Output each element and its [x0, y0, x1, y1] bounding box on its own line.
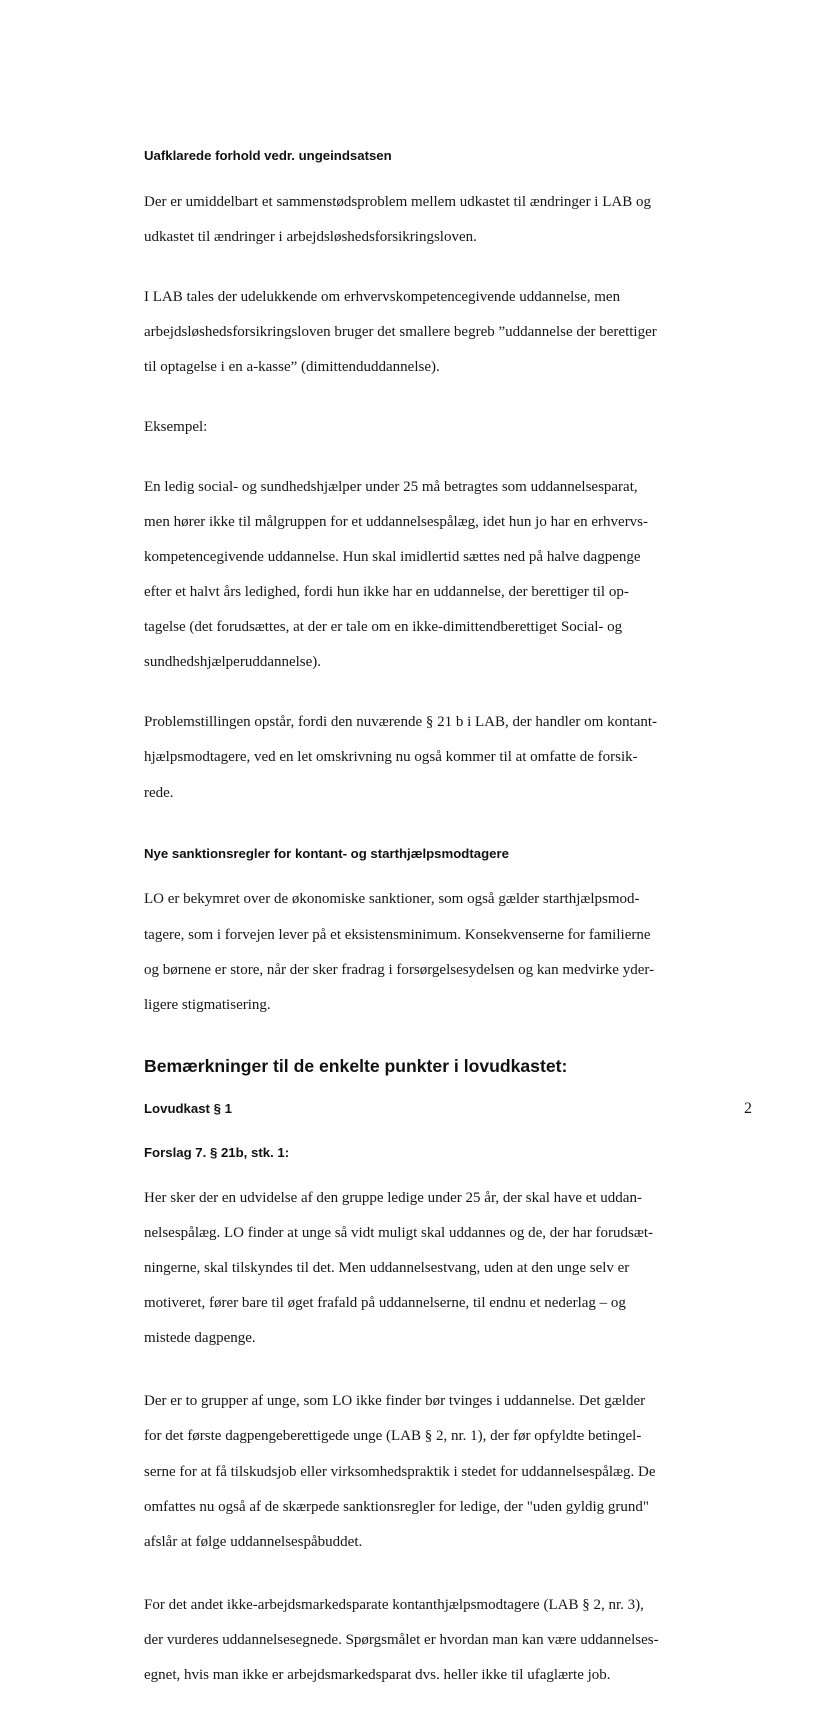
- paragraph: [144, 461, 694, 690]
- paragraph: [144, 271, 694, 394]
- paragraph: [144, 1579, 694, 1702]
- text-line: men hører ikke til målgruppen for et uddannelsespålæg, idet hun jo har en erhvervs-: [144, 513, 649, 530]
- text-line: tagelse (det forudsættes, at der er tale om en ikke-dimittendberettiget Social- og: [144, 619, 623, 636]
- paragraph: [144, 401, 694, 454]
- paragraph: [144, 874, 694, 1032]
- text-line: Der er to grupper af unge, som LO ikke finder bør tvinges i uddannelse. Det gælder: [144, 1393, 646, 1410]
- text-line: ningerne, skal tilskyndes til det. Men uddannelsestvang, uden at den unge selv er: [144, 1260, 630, 1277]
- paragraph: [144, 1172, 694, 1366]
- text-line: Der er umiddelbart et sammenstødsproblem mellem udkastet til ændringer i LAB og: [144, 193, 651, 210]
- proposal-heading: Forslag 7. § 21b, stk. 1:: [144, 1145, 290, 1161]
- text-line: og børnene er store, når der sker fradrag i forsørgelsesydelsen og kan medvirke yder-: [144, 961, 655, 978]
- text-line: nelsespålæg. LO finder at unge så vidt muligt skal uddannes og de, der har forudsæt-: [144, 1224, 654, 1241]
- text-line: kompetencegivende uddannelse. Hun skal imidlertid sættes ned på halve dagpenge: [144, 548, 641, 565]
- page-number: 2: [744, 1100, 752, 1117]
- text-line: En ledig social- og sundhedshjælper under 25 må betragtes som uddannelsesparat,: [144, 478, 638, 495]
- text-line: der vurderes uddannelsesegnede. Spørgsmålet er hvordan man kan være uddannelses-: [144, 1631, 659, 1648]
- main-heading: Bemærkninger til de enkelte punkter i lovudkastet:: [144, 1056, 568, 1077]
- text-line: arbejdsløshedsforsikringsloven bruger det smallere begreb ”uddannelse der berettiger: [144, 323, 657, 340]
- text-line: Problemstillingen opstår, fordi den nuværende § 21 b i LAB, der handler om kontant-: [144, 714, 658, 731]
- text-line: tagere, som i forvejen lever på et eksistensminimum. Konsekvenserne for familierne: [144, 926, 651, 943]
- text-line: I LAB tales der udelukkende om erhvervskompetencegivende uddannelse, men: [144, 288, 621, 305]
- text-line: sundhedshjælperuddannelse).: [144, 654, 322, 671]
- section-heading-uafklarede: Uafklarede forhold vedr. ungeindsatsen: [144, 148, 392, 163]
- text-line: LO er bekymret over de økonomiske sanktioner, som også gælder starthjælpsmod-: [144, 891, 640, 908]
- text-line: for det første dagpengeberettigede unge (LAB § 2, nr. 1), der før opfyldte betingel-: [144, 1428, 642, 1445]
- text-line: omfattes nu også af de skærpede sanktionsregler for ledige, der "uden gyldig grund": [144, 1498, 650, 1515]
- text-line: Her sker der en udvidelse af den gruppe ledige under 25 år, der skal have et uddan-: [144, 1189, 642, 1206]
- text-line: mistede dagpenge.: [144, 1330, 256, 1347]
- document-body: [144, 148, 694, 1709]
- text-line: hjælpsmodtagere, ved en let omskrivning nu også kommer til at omfatte de forsik-: [144, 749, 638, 766]
- text-line: ligere stigmatisering.: [144, 996, 271, 1013]
- paragraph: [144, 697, 694, 820]
- law-heading: Lovudkast § 1: [144, 1101, 232, 1117]
- text-line: afslår at følge uddannelsespåbuddet.: [144, 1534, 363, 1550]
- text-line: serne for at få tilskudsjob eller virksomhedspraktik i stedet for uddannelsespålæg. De: [144, 1463, 656, 1480]
- section-heading-sanktionsregler: Nye sanktionsregler for kontant- og starthjælpsmodtagere: [144, 845, 509, 861]
- text-line: rede.: [144, 784, 174, 801]
- paragraph: [144, 176, 694, 264]
- text-line: Eksempel:: [144, 418, 208, 435]
- text-line: efter et halvt års ledighed, fordi hun ikke har en uddannelse, der berettiger til op-: [144, 584, 629, 601]
- paragraph: [144, 1376, 694, 1570]
- text-line: motiveret, fører bare til øget frafald på uddannelserne, til endnu et nederlag – og: [144, 1295, 626, 1312]
- text-line: egnet, hvis man ikke er arbejdsmarkedsparat dvs. heller ikke til ufaglærte job.: [144, 1667, 611, 1684]
- text-line: For det andet ikke-arbejdsmarkedsparate kontanthjælpsmodtagere (LAB § 2, nr. 3),: [144, 1596, 644, 1613]
- text-line: udkastet til ændringer i arbejdsløshedsforsikringsloven.: [144, 228, 477, 245]
- text-line: til optagelse i en a-kasse” (dimittenduddannelse).: [144, 358, 440, 375]
